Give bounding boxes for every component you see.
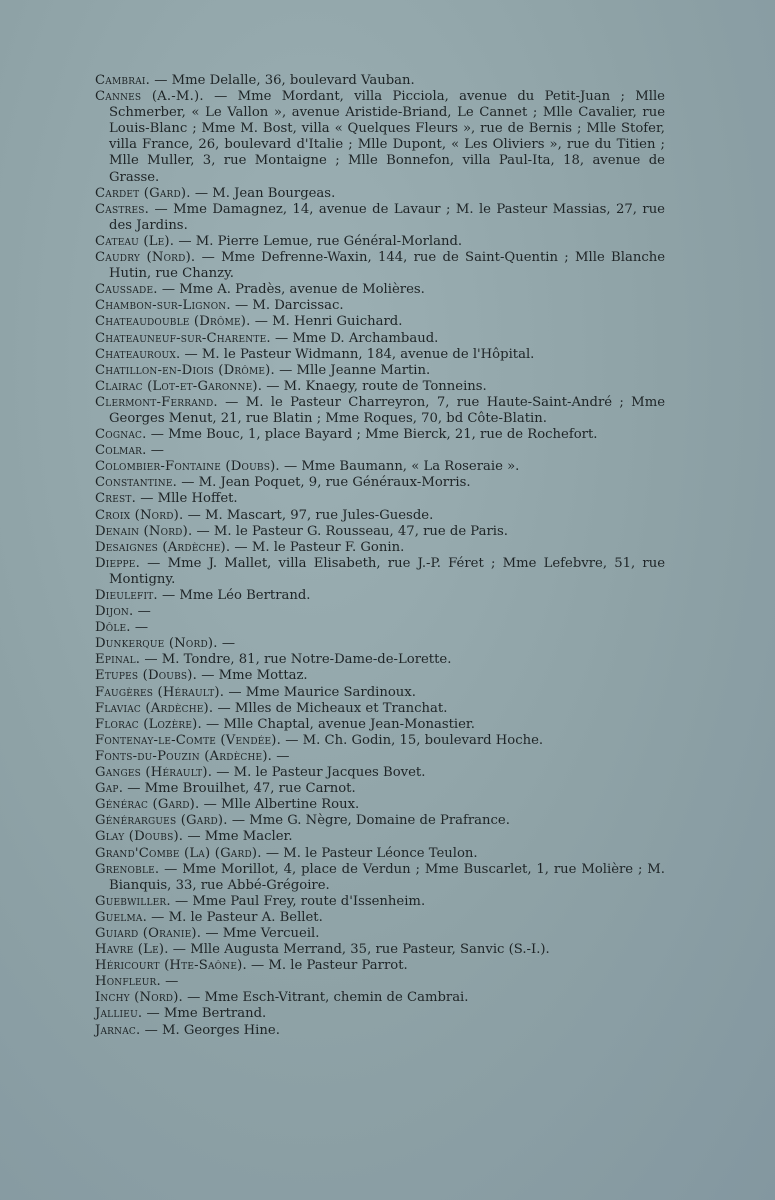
entry-separator — [199, 797, 221, 812]
entry-separator — [136, 491, 158, 506]
entry-separator — [183, 829, 205, 844]
entry-separator — [140, 1023, 162, 1038]
directory-entry — [95, 443, 665, 459]
entry-place: Chambon-sur-Lignon. — [95, 298, 231, 314]
entry-separator — [280, 459, 302, 474]
entry-separator — [224, 685, 246, 700]
entry-separator — [158, 588, 180, 603]
entry-text: M. Ch. Godin, 15, boulevard Hoche. — [302, 732, 544, 748]
directory-entry — [95, 781, 665, 797]
entry-place: Constantine. — [95, 475, 177, 491]
directory-entry — [95, 298, 665, 314]
entry-text: M. Georges Hine. — [162, 1022, 280, 1038]
entry-place: Cognac. — [95, 427, 147, 443]
entry-place: Flaviac (Ardèche). — [95, 700, 214, 716]
directory-entry — [95, 331, 665, 347]
entry-place: Guebwiller. — [95, 893, 171, 909]
entry-place: Grenoble. — [95, 861, 160, 877]
directory-entry — [95, 1006, 665, 1022]
entry-text: Mme Delalle, 36, boulevard Vauban. — [171, 73, 415, 88]
entry-text: Mme J. Mallet, villa Elisabeth, rue J.-P. Féret ; Mme Lefebvre, 51, rue Montigny. — [109, 555, 665, 587]
entry-separator — [262, 379, 284, 394]
entry-separator — [275, 363, 297, 378]
entry-separator — [218, 636, 235, 651]
directory-entry — [95, 314, 665, 330]
entry-text: Mme Léo Bertrand. — [179, 588, 311, 603]
entry-separator — [191, 186, 213, 201]
entry-text: Mme Morillot, 4, place de Verdun ; Mme Buscarlet, 1, rue Molière ; M. Bianquis, 33, rue Abbé-Grégoire. — [109, 861, 665, 893]
entry-separator — [202, 717, 224, 732]
entry-separator — [150, 73, 172, 88]
entry-separator — [231, 298, 253, 313]
entry-text: Mme Maurice Sardinoux. — [245, 684, 416, 700]
directory-entry — [95, 234, 665, 250]
directory-entry — [95, 282, 665, 298]
entry-place: Havre (Le). — [95, 942, 169, 958]
entry-place: Desaignes (Ardèche). — [95, 539, 231, 555]
entry-place: Colombier-Fontaine (Doubs). — [95, 459, 280, 475]
entry-separator — [149, 202, 173, 217]
entry-separator — [213, 701, 235, 716]
entry-text: M. Jean Bourgeas. — [212, 185, 336, 201]
entry-separator — [204, 89, 238, 104]
entry-place: Grand'Combe (La) (Gard). — [95, 845, 262, 861]
entry-place: Générargues (Gard). — [95, 813, 228, 829]
entry-text: Mlle Jeanne Martin. — [296, 362, 431, 378]
entry-text: Mme A. Pradès, avenue de Molières. — [179, 282, 425, 298]
entry-separator — [131, 620, 148, 635]
directory-entry — [95, 427, 665, 443]
entry-text: Mme G. Nègre, Domaine de Prafrance. — [249, 813, 510, 829]
entry-place: Epinal. — [95, 652, 141, 668]
entry-place: Cateau (Le). — [95, 233, 175, 249]
entry-place: Faugères (Hérault). — [95, 684, 225, 700]
directory-entry — [95, 652, 665, 668]
directory-entry — [95, 89, 665, 186]
directory-list — [95, 73, 665, 1039]
entry-separator — [123, 781, 145, 796]
directory-entry — [95, 363, 665, 379]
directory-entry — [95, 395, 665, 427]
directory-entry — [95, 797, 665, 813]
entry-text: M. le Pasteur Charreyron, 7, rue Haute-Saint-André ; Mme Georges Menut, 21, rue Blatin ; Mme Roques, 70, bd Côte-Blatin. — [109, 394, 665, 426]
directory-entry — [95, 894, 665, 910]
entry-separator — [201, 926, 223, 941]
directory-entry — [95, 491, 665, 507]
directory-entry — [95, 347, 665, 363]
entry-text: M. le Pasteur Léonce Teulon. — [283, 845, 478, 861]
entry-text: Mme Vercueil. — [222, 925, 320, 941]
entry-place: Florac (Lozère). — [95, 716, 202, 732]
entry-text: M. Jean Poquet, 9, rue Généraux-Morris. — [198, 475, 471, 491]
entry-separator — [228, 813, 250, 828]
entry-text: Mme Damagnez, 14, avenue de Lavaur ; M. le Pasteur Massias, 27, rue des Jardins. — [109, 201, 665, 233]
entry-place: Caudry (Nord). — [95, 250, 196, 266]
directory-entry — [95, 540, 665, 556]
entry-place: Chatillon-en-Diois (Drôme). — [95, 362, 275, 378]
entry-text: Mme Esch-Vitrant, chemin de Cambrai. — [204, 990, 469, 1006]
entry-text: M. le Pasteur A. Bellet. — [168, 909, 323, 925]
entry-text: M. Darcissac. — [252, 298, 344, 314]
directory-entry — [95, 73, 665, 89]
entry-separator — [140, 556, 168, 571]
entry-text: Mlle Hoffet. — [157, 491, 238, 507]
entry-separator — [195, 250, 221, 265]
entry-text: M. Henri Guichard. — [272, 314, 403, 330]
entry-text: Mme Bouc, 1, place Bayard ; Mme Bierck, 21, rue de Rochefort. — [168, 427, 598, 443]
entry-place: Dijon. — [95, 604, 134, 620]
directory-entry — [95, 685, 665, 701]
entry-text: Mlle Chaptal, avenue Jean-Monastier. — [223, 716, 475, 732]
directory-entry — [95, 733, 665, 749]
entry-place: Dôle. — [95, 620, 131, 636]
entry-text: Mme Brouilhet, 47, rue Carnot. — [144, 781, 356, 797]
directory-entry — [95, 186, 665, 202]
directory-entry — [95, 958, 665, 974]
entry-text: Mme D. Archambaud. — [292, 330, 439, 346]
directory-entry — [95, 556, 665, 588]
entry-separator — [177, 475, 199, 490]
directory-entry — [95, 508, 665, 524]
directory-entry — [95, 250, 665, 282]
directory-entry — [95, 813, 665, 829]
directory-entry — [95, 620, 665, 636]
entry-separator — [262, 846, 284, 861]
entry-text: M. le Pasteur Widmann, 184, avenue de l'Hôpital. — [201, 346, 535, 362]
entry-place: Etupes (Doubs). — [95, 668, 197, 684]
entry-place: Héricourt (Hte-Saône). — [95, 958, 247, 974]
entry-place: Castres. — [95, 201, 150, 217]
directory-entry — [95, 475, 665, 491]
entry-text: Mme Paul Frey, route d'Issenheim. — [192, 893, 426, 909]
entry-place: Cannes (A.-M.). — [95, 89, 204, 105]
directory-entry — [95, 749, 665, 765]
entry-separator — [159, 862, 182, 877]
entry-place: Chateauroux. — [95, 346, 181, 362]
entry-text: Mme Bertrand. — [163, 1006, 267, 1022]
entry-place: Glay (Doubs). — [95, 829, 184, 845]
entry-place: Dunkerque (Nord). — [95, 636, 218, 652]
entry-separator — [247, 958, 269, 973]
entry-text: M. Pierre Lemue, rue Général-Morland. — [195, 233, 463, 249]
entry-text: Mme Mottaz. — [218, 668, 308, 684]
directory-entry — [95, 701, 665, 717]
directory-entry — [95, 588, 665, 604]
entry-place: Clairac (Lot-et-Garonne). — [95, 378, 263, 394]
entry-place: Inchy (Nord). — [95, 990, 183, 1006]
entry-place: Dieppe. — [95, 555, 140, 571]
entry-place: Fonts-du-Pouzin (Ardèche). — [95, 748, 273, 764]
entry-separator — [171, 894, 193, 909]
directory-entry — [95, 202, 665, 234]
entry-place: Jallieu. — [95, 1006, 143, 1022]
entry-separator — [281, 733, 303, 748]
entry-separator — [218, 395, 246, 410]
entry-text: Mme Macler. — [204, 829, 293, 845]
entry-text: M. le Pasteur G. Rousseau, 47, rue de Paris. — [213, 523, 508, 539]
directory-entry — [95, 862, 665, 894]
entry-text: M. Mascart, 97, rue Jules-Guesde. — [204, 507, 434, 523]
entry-place: Ganges (Hérault). — [95, 765, 213, 781]
entry-text: M. le Pasteur Jacques Bovet. — [233, 765, 426, 781]
entry-text: M. Tondre, 81, rue Notre-Dame-de-Lorette. — [161, 652, 452, 668]
entry-place: Honfleur. — [95, 974, 161, 990]
entry-separator — [142, 1006, 164, 1021]
entry-separator — [147, 427, 169, 442]
directory-entry — [95, 910, 665, 926]
entry-text: Mme Baumann, « La Roseraie ». — [301, 459, 520, 475]
entry-separator — [183, 508, 205, 523]
entry-place: Chateaudouble (Drôme). — [95, 314, 251, 330]
entry-text: Mlles de Micheaux et Tranchat. — [234, 700, 448, 716]
entry-place: Colmar. — [95, 443, 147, 459]
entry-place: Chateauneuf-sur-Charente. — [95, 330, 271, 346]
entry-separator — [133, 604, 150, 619]
directory-entry — [95, 604, 665, 620]
entry-separator — [192, 524, 214, 539]
entry-place: Crest. — [95, 491, 136, 507]
entry-text: M. Knaegy, route de Tonneins. — [283, 378, 487, 394]
entry-text: Mlle Augusta Merrand, 35, rue Pasteur, Sanvic (S.-I.). — [190, 942, 550, 958]
entry-separator — [174, 234, 196, 249]
directory-entry — [95, 636, 665, 652]
directory-entry — [95, 717, 665, 733]
entry-place: Jarnac. — [95, 1022, 141, 1038]
entry-place: Dieulefit. — [95, 588, 158, 603]
directory-entry — [95, 524, 665, 540]
entry-place: Guiard (Oranie). — [95, 925, 202, 941]
entry-separator — [230, 540, 252, 555]
entry-separator — [169, 942, 191, 957]
entry-text: Mme Mordant, villa Picciola, avenue du Petit-Juan ; Mlle Schmerber, « Le Vallon », avenue Aristide-Briand, Le Cannet ; Mlle Cavalier, rue Louis-Blanc ; Mme M. Bost, villa « Quelques Fleurs », rue de Bernis ; Mlle Stofer, villa France, 26, boulevard d'Italie ; Mlle Dupont, « Les Oliviers », rue du Titien ; Mlle Muller, 3, rue Montaigne ; Mlle Bonnefon, villa Paul-Ita, 18, avenue de Grasse. — [109, 89, 665, 185]
entry-place: Cambrai. — [95, 73, 151, 88]
entry-place: Clermont-Ferrand. — [95, 394, 218, 410]
entry-place: Cardet (Gard). — [95, 185, 191, 201]
entry-separator — [161, 974, 178, 989]
entry-separator — [180, 347, 202, 362]
entry-separator — [183, 990, 205, 1005]
directory-entry — [95, 990, 665, 1006]
entry-separator — [271, 331, 293, 346]
entry-separator — [158, 282, 180, 297]
entry-place: Denain (Nord). — [95, 523, 193, 539]
entry-place: Générac (Gard). — [95, 797, 200, 813]
directory-entry — [95, 846, 665, 862]
entry-place: Guelma. — [95, 909, 147, 925]
directory-entry — [95, 1023, 665, 1039]
directory-entry — [95, 668, 665, 684]
directory-entry — [95, 974, 665, 990]
entry-separator — [197, 668, 219, 683]
directory-entry — [95, 379, 665, 395]
entry-separator — [212, 765, 234, 780]
entry-separator — [147, 910, 169, 925]
entry-text: M. le Pasteur Parrot. — [268, 958, 408, 974]
entry-text: M. le Pasteur F. Gonin. — [251, 539, 405, 555]
entry-text: Mme Defrenne-Waxin, 144, rue de Saint-Quentin ; Mlle Blanche Hutin, rue Chanzy. — [109, 250, 665, 282]
directory-entry — [95, 829, 665, 845]
entry-place: Gap. — [95, 781, 124, 797]
entry-separator — [272, 749, 289, 764]
entry-separator — [140, 652, 162, 667]
directory-entry — [95, 926, 665, 942]
directory-entry — [95, 942, 665, 958]
directory-entry — [95, 765, 665, 781]
entry-text: Mlle Albertine Roux. — [221, 797, 360, 813]
entry-place: Caussade. — [95, 282, 158, 298]
directory-entry — [95, 459, 665, 475]
entry-separator — [147, 443, 164, 458]
entry-separator — [251, 314, 273, 329]
entry-place: Croix (Nord). — [95, 507, 184, 523]
entry-place: Fontenay-le-Comte (Vendée). — [95, 732, 282, 748]
